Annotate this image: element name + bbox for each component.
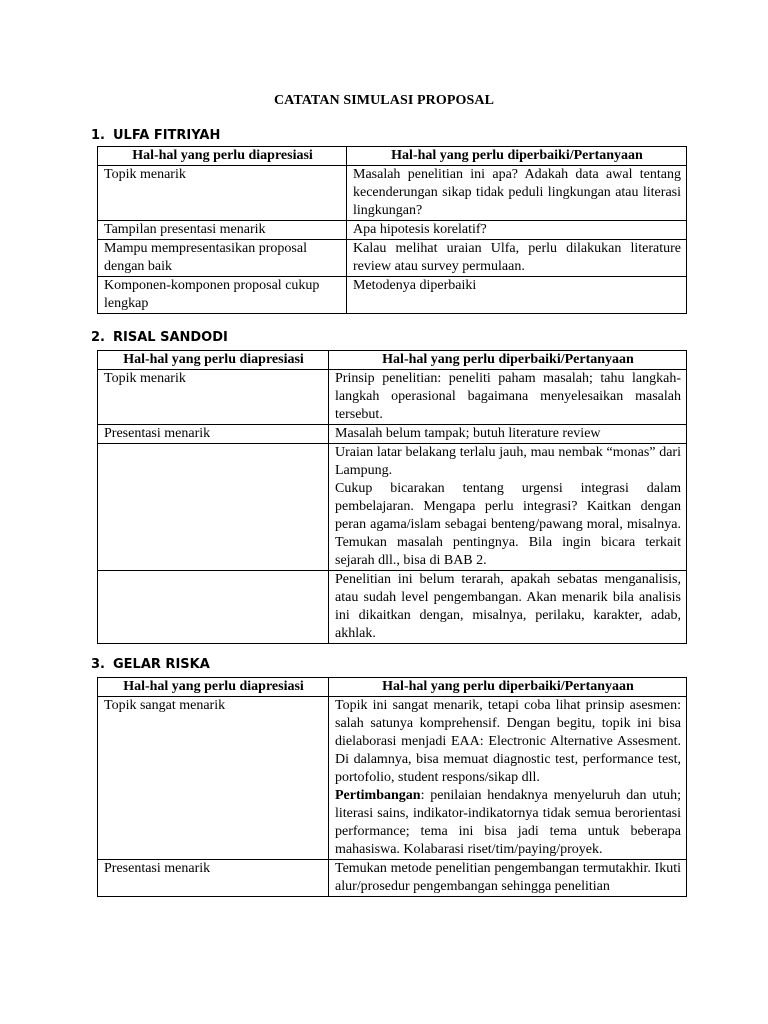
column-header-appreciated: Hal-hal yang perlu diapresiasi	[98, 678, 329, 697]
column-header-appreciated: Hal-hal yang perlu diapresiasi	[98, 351, 329, 370]
emphasis-text: : penilaian hendaknya menyeluruh dan utuh; literasi sains, indikator-indikatornya tidak semua berorientasi performance; tema ini bisa jadi tema untuk beberapa mahasiswa. Kolabarasi riset/tim/paying/proyek.	[335, 788, 681, 857]
table-row	[98, 370, 687, 425]
table-row	[98, 221, 687, 240]
section-name: GELAR RISKA	[113, 657, 210, 672]
notes-table-1	[97, 146, 687, 314]
improvement-cell: Apa hipotesis korelatif?	[347, 221, 687, 240]
section-number: 2.	[91, 330, 105, 345]
section-number: 3.	[91, 657, 105, 672]
section-heading-2	[91, 330, 228, 345]
section-heading-3	[91, 657, 210, 672]
appreciated-cell: Presentasi menarik	[98, 425, 329, 444]
improvement-paragraph: Topik ini sangat menarik, tetapi coba lihat prinsip asesmen: salah satunya komprehensif. Dengan begitu, topik ini bisa dielaborasi menjadi EAA: Electronic Alternative Assesment. Di dalamnya, bisa memuat diagnostic test, performance test, portofolio, student respons/sikap dll.	[335, 698, 681, 785]
improvement-paragraph: Uraian latar belakang terlalu jauh, mau nembak “monas” dari Lampung.	[335, 445, 681, 478]
table-row	[98, 571, 687, 644]
appreciated-cell: Mampu mempresentasikan proposal dengan baik	[98, 240, 347, 277]
column-header-improvements: Hal-hal yang perlu diperbaiki/Pertanyaan	[347, 147, 687, 166]
table-row	[98, 860, 687, 897]
improvement-cell: Prinsip penelitian: peneliti paham masalah; tahu langkah-langkah operasional bagaimana menyelesaikan masalah tersebut.	[329, 370, 687, 425]
appreciated-cell: Komponen-komponen proposal cukup lengkap	[98, 277, 347, 314]
section-heading-1	[91, 128, 220, 143]
emphasis-label: Pertimbangan	[335, 788, 421, 803]
table-header-row	[98, 351, 687, 370]
appreciated-cell: Topik menarik	[98, 166, 347, 221]
table-header-row	[98, 147, 687, 166]
appreciated-cell	[98, 444, 329, 571]
improvement-cell: Temukan metode penelitian pengembangan termutakhir. Ikuti alur/prosedur pengembangan sehingga penelitian	[329, 860, 687, 897]
column-header-appreciated: Hal-hal yang perlu diapresiasi	[98, 147, 347, 166]
table-header-row	[98, 678, 687, 697]
improvement-cell: Masalah penelitian ini apa? Adakah data awal tentang kecenderungan sikap tidak peduli lingkungan atau literasi lingkungan?	[347, 166, 687, 221]
improvement-cell: Penelitian ini belum terarah, apakah sebatas menganalisis, atau sudah level pengembangan. Akan menarik bila analisis ini dikaitkan dengan, misalnya, perilaku, karakter, adab, akhlak.	[329, 571, 687, 644]
section-name: ULFA FITRIYAH	[113, 128, 221, 143]
document-title: CATATAN SIMULASI PROPOSAL	[273, 93, 495, 108]
improvement-paragraph: Cukup bicarakan tentang urgensi integrasi dalam pembelajaran. Mengapa perlu integrasi? Kaitkan dengan peran agama/islam sebagai benteng/pawang moral, misalnya. Temukan masalah pentingnya. Bila ingin bicara terkait sejarah dll., bisa di BAB 2.	[335, 481, 681, 568]
table-row	[98, 240, 687, 277]
section-number: 1.	[91, 128, 105, 143]
appreciated-cell: Topik menarik	[98, 370, 329, 425]
appreciated-cell: Tampilan presentasi menarik	[98, 221, 347, 240]
improvement-cell: Masalah belum tampak; butuh literature review	[329, 425, 687, 444]
improvement-cell	[329, 444, 687, 571]
column-header-improvements: Hal-hal yang perlu diperbaiki/Pertanyaan	[329, 678, 687, 697]
appreciated-cell	[98, 571, 329, 644]
improvement-cell: Kalau melihat uraian Ulfa, perlu dilakukan literature review atau survey permulaan.	[347, 240, 687, 277]
table-row	[98, 697, 687, 860]
notes-table-2	[97, 350, 687, 644]
section-name: RISAL SANDODI	[113, 330, 228, 345]
table-row	[98, 166, 687, 221]
table-row	[98, 277, 687, 314]
column-header-improvements: Hal-hal yang perlu diperbaiki/Pertanyaan	[329, 351, 687, 370]
improvement-cell	[329, 697, 687, 860]
appreciated-cell: Topik sangat menarik	[98, 697, 329, 860]
table-row	[98, 425, 687, 444]
improvement-cell: Metodenya diperbaiki	[347, 277, 687, 314]
table-row	[98, 444, 687, 571]
improvement-paragraph	[335, 787, 681, 859]
appreciated-cell: Presentasi menarik	[98, 860, 329, 897]
notes-table-3	[97, 677, 687, 897]
